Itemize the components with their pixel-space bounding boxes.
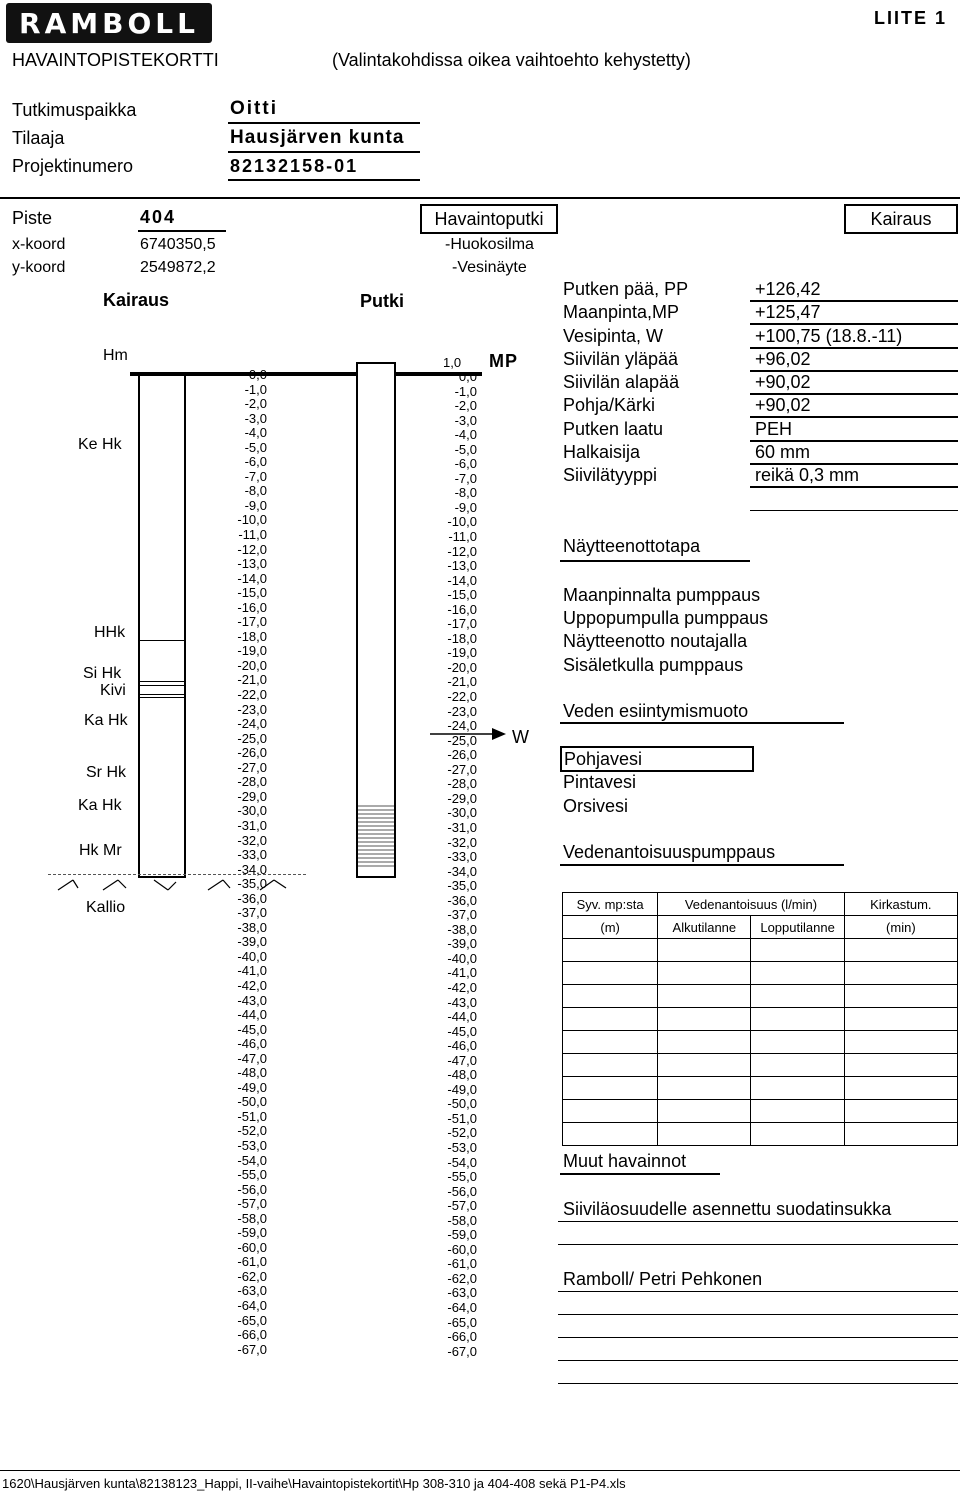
depth-left-tick-label: 0,0 — [248, 367, 267, 382]
depth-left-tick-label: -37,0 — [237, 905, 267, 921]
pipe-info-label: Siivilän alapää — [563, 372, 680, 392]
yield-unit-depth: (m) — [563, 916, 658, 939]
depth-left-tick-label: -57,0 — [237, 1196, 267, 1212]
depth-right-tick-label: -10,0 — [447, 514, 477, 530]
pipe-info-label: Halkaisija — [563, 442, 641, 462]
depth-right-tick-label: 0,0 — [458, 369, 477, 384]
pipe-info-label: Putken laatu — [563, 419, 664, 439]
pipe-info-label: Putken pää, PP — [563, 279, 689, 299]
table-row — [563, 939, 958, 962]
depth-left-tick-label: -65,0 — [237, 1312, 267, 1328]
depth-right-tick-label: -55,0 — [447, 1169, 477, 1185]
pipe-info-underline — [750, 323, 958, 325]
depth-left-tick-label: -2,0 — [244, 396, 267, 412]
depth-left-tick-label: -18,0 — [237, 628, 267, 644]
layer-boundary-kivi-a — [138, 685, 186, 686]
pipe-info-underline — [750, 486, 958, 488]
type-kairaus: Kairaus — [844, 204, 958, 234]
depth-right-tick-label: -30,0 — [447, 805, 477, 821]
depth-left-tick-label: -33,0 — [237, 847, 267, 863]
layer-hk-mr: Hk Mr — [79, 842, 122, 859]
drilling-column — [138, 374, 186, 878]
other-line-7 — [558, 1383, 958, 1384]
depth-left-tick-label: -3,0 — [244, 410, 267, 426]
depth-right-tick-label: -35,0 — [447, 878, 477, 894]
depth-left-tick-label: -49,0 — [237, 1079, 267, 1095]
layer-hm: Hm — [103, 347, 128, 364]
depth-left-tick-label: -52,0 — [237, 1123, 267, 1139]
depth-right-tick-label: -54,0 — [447, 1154, 477, 1170]
table-row — [563, 962, 958, 985]
logo-text: RAMBOLL — [19, 7, 199, 40]
site-value: Oitti — [230, 98, 278, 119]
depth-right-tick-label: -4,0 — [454, 427, 477, 443]
site-underline — [228, 122, 420, 124]
depth-left-tick-label: -56,0 — [237, 1181, 267, 1197]
other-line-5 — [558, 1337, 958, 1338]
table-row — [563, 1008, 958, 1031]
depth-left-tick-label: -31,0 — [237, 817, 267, 833]
depth-left-tick-label: -55,0 — [237, 1167, 267, 1183]
point-underline — [138, 230, 226, 232]
depth-scale-right — [422, 370, 477, 1359]
depth-right-tick-label: -11,0 — [448, 529, 477, 545]
depth-right-tick-label: -43,0 — [447, 994, 477, 1010]
depth-right-tick-label: -57,0 — [447, 1198, 477, 1214]
depth-right-tick-label: -64,0 — [447, 1300, 477, 1315]
depth-right-tick-label: -13,0 — [447, 558, 477, 574]
layer-si-hk: Si Hk — [83, 665, 122, 682]
depth-right-tick-label: -59,0 — [447, 1227, 477, 1243]
depth-right-tick-label: -19,0 — [447, 645, 477, 661]
depth-left-tick-label: -5,0 — [244, 439, 267, 455]
depth-right-tick-label: -2,0 — [454, 398, 477, 414]
pipe-info-value: +100,75 (18.8.-11) — [755, 326, 903, 346]
depth-left-tick-label: -39,0 — [237, 934, 267, 950]
table-row — [563, 1123, 958, 1146]
card-subtitle: (Valintakohdissa oikea vaihtoehto kehystetty) — [332, 50, 691, 70]
depth-left-tick-label: -30,0 — [237, 803, 267, 819]
water-underline — [560, 722, 844, 724]
depth-left-tick-label: -11,0 — [238, 527, 267, 543]
depth-left-tick-label: -64,0 — [237, 1298, 267, 1313]
table-row — [563, 1031, 958, 1054]
yield-heading: Vedenantoisuuspumppaus — [563, 842, 776, 862]
depth-left-tick-label: -51,0 — [237, 1108, 267, 1124]
depth-right-tick-label: -36,0 — [447, 892, 477, 908]
option-vesinayte: -Vesinäyte — [452, 259, 527, 276]
depth-left-tick-label: -61,0 — [237, 1254, 267, 1270]
depth-left-tick-label: -44,0 — [237, 1007, 267, 1023]
pipe-info-value: +125,47 — [755, 302, 821, 322]
option-huokosilma: -Huokosilma — [445, 236, 534, 253]
depth-right-tick-label: -33,0 — [447, 849, 477, 865]
depth-left-tick-label: -1,0 — [244, 381, 267, 397]
depth-left-tick-label: -10,0 — [237, 512, 267, 528]
depth-right-tick-label: -60,0 — [447, 1241, 477, 1257]
bedrock-symbols — [48, 874, 308, 894]
other-line-3 — [558, 1291, 958, 1292]
depth-right-tick-label: -23,0 — [447, 703, 477, 719]
depth-left-tick-label: -14,0 — [237, 570, 267, 586]
depth-right-tick-label: -9,0 — [454, 499, 477, 515]
depth-left-tick-label: -19,0 — [237, 643, 267, 659]
section-divider — [0, 197, 960, 199]
depth-left-tick-label: -54,0 — [237, 1152, 267, 1168]
other-note: Siiviläosuudelle asennettu suodatinsukka — [563, 1199, 892, 1219]
layer-ke-hk: Ke Hk — [78, 436, 122, 453]
depth-left-tick-label: -53,0 — [237, 1137, 267, 1153]
depth-right-tick-label: -42,0 — [447, 979, 477, 995]
other-line-1 — [558, 1221, 958, 1222]
depth-left-tick-label: -40,0 — [237, 948, 267, 964]
depth-right-tick-label: -41,0 — [447, 965, 477, 981]
depth-right-tick-label: -49,0 — [447, 1081, 477, 1097]
point-value: 404 — [140, 207, 177, 227]
layer-ka-hk: Ka Hk — [84, 712, 128, 729]
pipe-top-value: 1,0 — [443, 355, 462, 370]
depth-right-tick-label: -32,0 — [447, 834, 477, 850]
kairaus-column-title: Kairaus — [103, 290, 170, 310]
depth-left-tick-label: -60,0 — [237, 1239, 267, 1255]
table-row — [563, 1100, 958, 1123]
putki-column-title: Putki — [360, 291, 405, 311]
depth-left-tick-label: -9,0 — [244, 497, 267, 513]
depth-right-tick-label: -31,0 — [447, 819, 477, 835]
depth-left-tick-label: -58,0 — [237, 1210, 267, 1226]
layer-boundary-kivi-c — [138, 697, 186, 698]
depth-right-tick-label: -62,0 — [447, 1270, 477, 1286]
depth-left-tick-label: -32,0 — [237, 832, 267, 848]
depth-left-tick-label: -34,0 — [237, 861, 267, 877]
depth-left-tick-label: -66,0 — [237, 1327, 267, 1343]
depth-right-tick-label: -6,0 — [454, 456, 477, 472]
layer-kallio: Kallio — [86, 899, 126, 916]
pipe-info-label: Siivilän yläpää — [563, 349, 679, 369]
footer-path: 1620\Hausjärven kunta\82138123_Happi, II-vaihe\Havaintopistekortit\Hp 308-310 ja 404-408 sekä P1-P4.xls — [2, 1476, 626, 1491]
pipe-info-label: Pohja/Kärki — [563, 395, 656, 415]
x-coord-value: 6740350,5 — [140, 236, 216, 253]
layer-ka-hk-2: Ka Hk — [78, 797, 122, 814]
depth-right-tick-label: -65,0 — [447, 1314, 477, 1330]
depth-right-tick-label: -14,0 — [447, 572, 477, 588]
water-heading: Veden esiintymismuoto — [563, 701, 749, 721]
pipe-info-label: Vesipinta, W — [563, 326, 664, 346]
other-line-6 — [558, 1360, 958, 1361]
client-underline — [228, 151, 420, 153]
card-title: HAVAINTOPISTEKORTTI — [12, 50, 219, 70]
depth-left-tick-label: -27,0 — [237, 759, 267, 775]
pipe-info-value: +90,02 — [755, 395, 811, 415]
pipe-info-blank-line — [750, 510, 958, 511]
depth-left-tick-label: -6,0 — [244, 454, 267, 470]
depth-left-tick-label: -17,0 — [237, 614, 267, 630]
depth-right-tick-label: -56,0 — [447, 1183, 477, 1199]
depth-left-tick-label: -4,0 — [244, 425, 267, 441]
depth-left-tick-label: -59,0 — [237, 1225, 267, 1241]
sampling-option-3: Näytteenotto noutajalla — [563, 631, 748, 651]
layer-hhk: HHk — [94, 624, 126, 641]
depth-right-tick-label: -45,0 — [447, 1023, 477, 1039]
pipe-info-value: PEH — [755, 419, 793, 439]
water-selected-pohjavesi: Pohjavesi — [560, 746, 754, 772]
sampling-option-1: Maanpinnalta pumppaus — [563, 585, 761, 605]
depth-right-tick-label: -58,0 — [447, 1212, 477, 1228]
depth-left-tick-label: -15,0 — [237, 585, 267, 601]
layer-boundary-kivi-b — [138, 694, 186, 695]
layer-sr-hk: Sr Hk — [86, 764, 126, 781]
depth-left-tick-label: -35,0 — [237, 876, 267, 892]
water-level-arrow — [430, 726, 510, 746]
client-value: Hausjärven kunta — [230, 127, 405, 148]
depth-left-tick-label: -22,0 — [237, 687, 267, 703]
depth-right-tick-label: -29,0 — [447, 790, 477, 806]
depth-right-tick-label: -18,0 — [447, 630, 477, 646]
depth-right-tick-label: -7,0 — [454, 470, 477, 486]
water-level-w-label: W — [512, 727, 529, 747]
pipe-info-value: reikä 0,3 mm — [755, 465, 860, 485]
table-row — [563, 985, 958, 1008]
yield-unit-clear: (min) — [844, 916, 957, 939]
depth-right-tick-label: -5,0 — [454, 441, 477, 457]
pipe-screen-section — [358, 804, 394, 868]
depth-right-tick-label: -47,0 — [447, 1052, 477, 1068]
other-line-4 — [558, 1314, 958, 1315]
sampling-option-2: Uppopumpulla pumppaus — [563, 608, 769, 628]
depth-left-tick-label: -28,0 — [237, 774, 267, 790]
depth-right-tick-label: -48,0 — [447, 1067, 477, 1083]
depth-right-tick-label: -21,0 — [447, 674, 477, 690]
pipe-info-label: Maanpinta,MP — [563, 302, 680, 322]
depth-left-tick-label: -63,0 — [237, 1283, 267, 1299]
depth-left-tick-label: -16,0 — [237, 599, 267, 615]
depth-left-tick-label: -48,0 — [237, 1065, 267, 1081]
depth-left-tick-label: -26,0 — [237, 745, 267, 761]
depth-left-tick-label: -23,0 — [237, 701, 267, 717]
depth-left-tick-label: -8,0 — [244, 483, 267, 499]
table-row — [563, 1054, 958, 1077]
depth-right-tick-label: -61,0 — [447, 1256, 477, 1272]
table-row — [563, 1077, 958, 1100]
layer-boundary-hhk — [138, 640, 186, 641]
depth-left-tick-label: -47,0 — [237, 1050, 267, 1066]
depth-right-tick-label: -25,0 — [447, 732, 477, 748]
x-coord-label: x-koord — [12, 236, 66, 253]
yield-col-clear: Kirkastum. — [844, 893, 957, 916]
water-option-orsivesi: Orsivesi — [563, 796, 629, 816]
yield-col-end: Lopputilanne — [751, 916, 844, 939]
depth-left-tick-label: -62,0 — [237, 1268, 267, 1284]
depth-right-tick-label: -22,0 — [447, 689, 477, 705]
appendix-label: LIITE 1 — [874, 8, 948, 28]
depth-left-tick-label: -12,0 — [237, 541, 267, 557]
depth-right-tick-label: -15,0 — [447, 587, 477, 603]
yield-col-yield: Vedenantoisuus (l/min) — [658, 893, 844, 916]
depth-right-tick-label: -1,0 — [454, 383, 477, 399]
depth-right-tick-label: -53,0 — [447, 1139, 477, 1155]
other-heading: Muut havainnot — [563, 1151, 687, 1171]
yield-underline — [560, 864, 844, 866]
depth-left-tick-label: -21,0 — [237, 672, 267, 688]
depth-right-tick-label: -39,0 — [447, 936, 477, 952]
footer-divider — [0, 1470, 960, 1471]
water-option-pintavesi: Pintavesi — [563, 772, 637, 792]
mp-label: MP — [489, 351, 518, 371]
depth-right-tick-label: -16,0 — [447, 601, 477, 617]
pipe-column — [356, 362, 396, 878]
point-label: Piste — [12, 208, 53, 228]
depth-left-tick-label: -38,0 — [237, 919, 267, 935]
yield-table — [562, 892, 958, 1146]
depth-right-tick-label: -67,0 — [447, 1343, 477, 1359]
depth-right-tick-label: -28,0 — [447, 776, 477, 792]
layer-kivi: Kivi — [100, 682, 126, 699]
depth-left-tick-label: -50,0 — [237, 1094, 267, 1110]
depth-right-tick-label: -12,0 — [447, 543, 477, 559]
depth-right-tick-label: -66,0 — [447, 1329, 477, 1345]
depth-right-tick-label: -26,0 — [447, 747, 477, 763]
depth-left-tick-label: -42,0 — [237, 977, 267, 993]
depth-left-tick-label: -29,0 — [237, 788, 267, 804]
depth-right-tick-label: -50,0 — [447, 1096, 477, 1112]
type-havaintoputki-selected: Havaintoputki — [420, 204, 558, 234]
depth-right-tick-label: -37,0 — [447, 907, 477, 923]
depth-right-tick-label: -52,0 — [447, 1125, 477, 1141]
pipe-info-value: 60 mm — [755, 442, 811, 462]
depth-left-tick-label: -24,0 — [237, 716, 267, 732]
project-label: Projektinumero — [12, 156, 134, 176]
site-label: Tutkimuspaikka — [12, 100, 137, 120]
ramboll-logo — [6, 3, 212, 43]
depth-left-tick-label: -36,0 — [237, 890, 267, 906]
depth-left-tick-label: -7,0 — [244, 468, 267, 484]
y-coord-value: 2549872,2 — [140, 259, 216, 276]
project-value: 82132158-01 — [230, 156, 359, 176]
depth-right-tick-label: -24,0 — [447, 718, 477, 734]
depth-left-tick-label: -67,0 — [237, 1341, 267, 1357]
sampling-option-4: Sisäletkulla pumppaus — [563, 655, 744, 675]
depth-right-tick-label: -51,0 — [447, 1110, 477, 1126]
depth-right-tick-label: -46,0 — [447, 1038, 477, 1054]
depth-scale-left — [212, 368, 267, 1357]
other-author: Ramboll/ Petri Pehkonen — [563, 1269, 763, 1289]
pipe-info-value: +90,02 — [755, 372, 811, 392]
y-coord-label: y-koord — [12, 259, 66, 276]
other-line-2 — [558, 1244, 958, 1245]
other-underline — [560, 1173, 720, 1175]
sampling-underline — [560, 560, 750, 562]
depth-right-tick-label: -40,0 — [447, 950, 477, 966]
yield-col-start: Alkutilanne — [658, 916, 751, 939]
pipe-info-underline — [750, 416, 958, 418]
depth-left-tick-label: -43,0 — [237, 992, 267, 1008]
depth-right-tick-label: -44,0 — [447, 1009, 477, 1025]
depth-right-tick-label: -8,0 — [454, 485, 477, 501]
depth-right-tick-label: -17,0 — [447, 616, 477, 632]
depth-left-tick-label: -45,0 — [237, 1021, 267, 1037]
depth-right-tick-label: -27,0 — [447, 761, 477, 777]
depth-right-tick-label: -3,0 — [454, 412, 477, 428]
depth-right-tick-label: -20,0 — [447, 659, 477, 675]
depth-right-tick-label: -34,0 — [447, 863, 477, 879]
depth-left-tick-label: -25,0 — [237, 730, 267, 746]
yield-col-depth: Syv. mp:sta — [563, 893, 658, 916]
pipe-info-label: Siivilätyyppi — [563, 465, 658, 485]
depth-right-tick-label: -38,0 — [447, 921, 477, 937]
depth-left-tick-label: -20,0 — [237, 657, 267, 673]
depth-left-tick-label: -41,0 — [237, 963, 267, 979]
project-underline — [228, 179, 420, 181]
depth-left-tick-label: -46,0 — [237, 1036, 267, 1052]
depth-right-tick-label: -63,0 — [447, 1285, 477, 1301]
pipe-info-value: +96,02 — [755, 349, 811, 369]
depth-left-tick-label: -13,0 — [237, 556, 267, 572]
layer-boundary-si-hk — [138, 681, 186, 682]
client-label: Tilaaja — [12, 128, 65, 148]
sampling-heading: Näytteenottotapa — [563, 536, 701, 556]
pipe-info-value: +126,42 — [755, 279, 821, 299]
